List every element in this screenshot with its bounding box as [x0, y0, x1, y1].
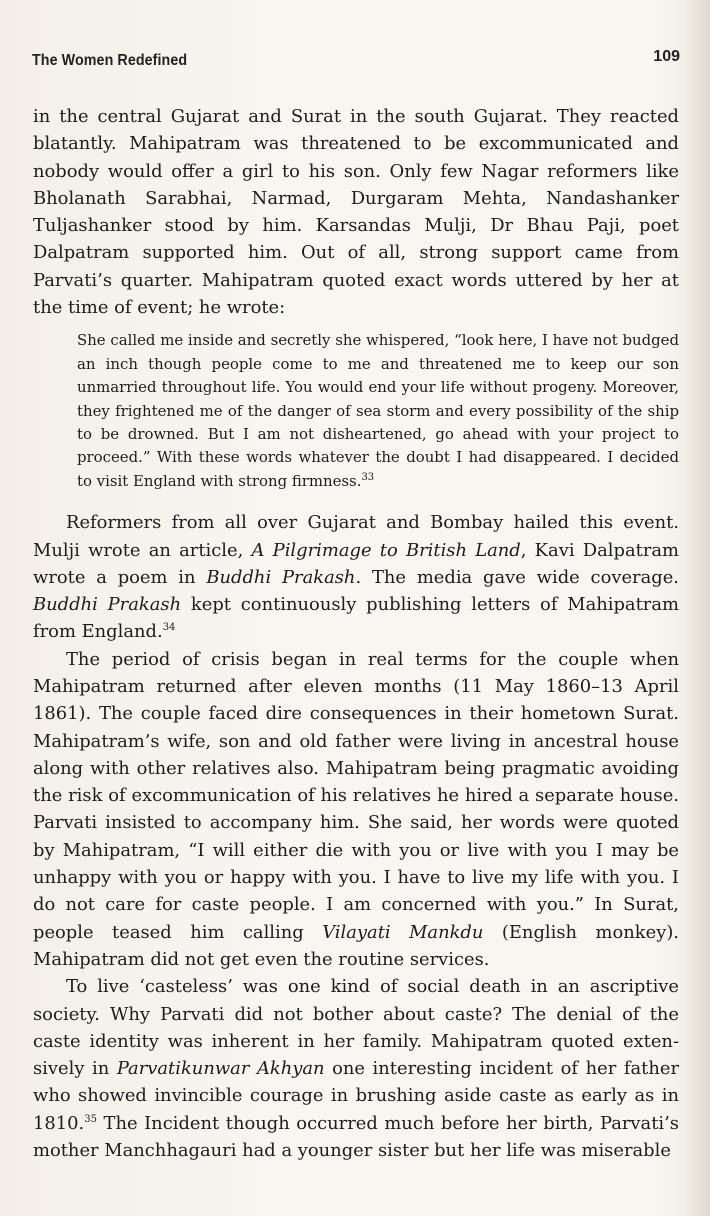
- block-quote: [77, 329, 679, 493]
- paragraph-4-text-b: one interesting incident of her father who showed invincible courage in brushing aside caste as early as in 1810.: [33, 1058, 679, 1134]
- book-title: Parvatikunwar Akhyan: [116, 1058, 325, 1080]
- page-edge-shadow: [684, 0, 710, 1216]
- paragraph-1: [33, 103, 679, 321]
- footnote-ref-34: 34: [162, 622, 176, 634]
- footnote-ref-33: 33: [361, 471, 375, 483]
- paragraph-4: [33, 973, 679, 1164]
- paragraph-3-text-a: The period of crisis began in real terms for the couple when Mahipatram returned after eleven months (11 May 1860–13 April 1861). The couple faced dire consequences in their hometown Surat. Mahipatram’s wife, son and old father were living in ancestral house along with other relatives also. Mahipatram being pragmatic avoiding the risk of excommunication of his relatives he hired a separate house. Parvati insisted to accompany him. She said, her words were quoted by Mahipatram, “I will either die with you or live with you I may be unhappy with you or happy with you. I have to live my life with you. I do not care for caste people. I am concerned with you.” In Surat, people teased him calling: [33, 648, 679, 943]
- paragraph-2-text-b: , Kavi Dalpatram wrote a poem in: [33, 539, 679, 588]
- paragraph-3: [33, 646, 679, 974]
- block-quote-text: She called me inside and secretly she whispered, “look here, I have not budged an inch though people come to me and threatened me to keep our son unmarried throughout life. You would end your life without progeny. Moreover, they frightened me of the danger of sea storm and every possibility of the ship to be drowned. But I am not disheartened, go ahead with your project to proceed.” With these words whatever the doubt I had disappeared. I decided to visit England with strong firmness.: [77, 331, 679, 490]
- page-header: [32, 48, 680, 74]
- page-number: 109: [653, 48, 680, 65]
- paragraph-1-text: in the central Gujarat and Surat in the south Gujarat. They reacted blatantly. Mahipatram was threatened to be excommunicated and nobody would offer a girl to his son. Only few Nagar reformers like Bholanath Sarabhai, Narmad, Durgaram Mehta, Nandashanker Tuljashanker stood by him. Karsandas Mulji, Dr Bhau Paji, poet Dalpatram supported him. Out of all, strong support came from Parvati’s quarter. Mahipatram quoted exact words uttered by her at the time of event; he wrote:: [33, 106, 679, 319]
- nickname-term: Vilayati Mankdu: [322, 921, 484, 943]
- paragraph-2: [33, 509, 679, 645]
- body-text: [33, 103, 679, 1164]
- paragraph-2-text-d: kept continuously publishing letters of Mahipatram from England.: [33, 594, 679, 643]
- running-title: The Women Redefined: [32, 52, 188, 69]
- journal-title: Buddhi Prakash: [206, 566, 356, 588]
- journal-title-2: Buddhi Prakash: [33, 594, 182, 616]
- footnote-ref-35: 35: [84, 1113, 97, 1125]
- article-title: A Pilgrimage to British Land: [251, 539, 521, 561]
- paragraph-2-text-c: . The media gave wide coverage.: [355, 566, 679, 588]
- paragraph-2-text-a: Reformers from all over Gujarat and Bombay hailed this event. Mulji wrote an article,: [33, 512, 679, 561]
- paragraph-3-text-b: (English monkey). Mahipatram did not get even the routine services.: [33, 921, 679, 970]
- paragraph-4-text-c: The Incident though occurred much before her birth, Parvati’s mother Manchhagauri had a younger sister but her life was miserable: [33, 1112, 679, 1162]
- paragraph-4-text-a: To live ‘casteless’ was one kind of social death in an ascriptive society. Why Parvati did not bother about caste? The denial of the caste identity was inherent in her family. Mahipatram quoted exten-sively in: [33, 976, 679, 1080]
